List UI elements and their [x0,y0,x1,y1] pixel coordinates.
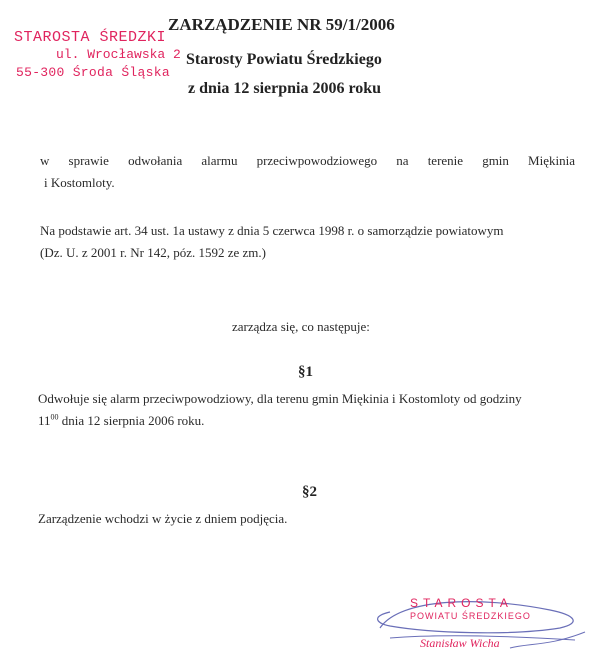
section-1-heading: §1 [298,364,313,380]
subject-paragraph [40,150,575,194]
section-1-hour: 11 [38,413,51,428]
subject-word: terenie [427,153,464,168]
section-1-paragraph [38,388,578,432]
section-2-paragraph: Zarządzenie wchodzi w życie z dniem podjęcia. [38,511,288,526]
document-issuer: Starosty Powiatu Średzkiego [186,51,382,68]
subject-word: Miękinia [528,153,575,168]
section-1-hour-minutes: 00 [50,412,59,422]
subject-word: sprawie [68,153,109,168]
legal-basis-line-2: (Dz. U. z 2001 r. Nr 142, póz. 1592 ze zm.) [40,245,266,260]
section-1-line-1: Odwołuje się alarm przeciwpowodziowy, dla terenu gmin Miękinia i Kostomloty od godziny [38,391,522,406]
subject-line-2: i Kostomloty. [44,175,115,190]
orders-line: zarządza się, co następuje: [232,319,370,334]
subject-word: na [396,153,409,168]
subject-word: w [40,153,50,168]
signature-name: Stanisław Wicha [420,636,500,650]
signature-title: STAROSTA [410,596,513,610]
subject-word: przeciwpowodziowego [256,153,378,168]
section-1-line-2 [38,410,578,432]
legal-basis-paragraph [40,220,580,264]
subject-word: odwołania [128,153,183,168]
legal-basis-line-1: Na podstawie art. 34 ust. 1a ustawy z dnia 5 czerwca 1998 r. o samorządzie powiatowym [40,223,504,238]
section-2-heading: §2 [302,484,317,500]
subject-line-1 [40,150,575,172]
subject-word: alarmu [201,153,238,168]
document-date: z dnia 12 sierpnia 2006 roku [188,80,382,97]
stamp-city: 55-300 Środa Śląska [16,65,170,80]
section-1-date: dnia 12 sierpnia 2006 roku. [58,413,205,428]
document-title: ZARZĄDZENIE NR 59/1/2006 [168,15,395,34]
signature-office: POWIATU ŚREDZKIEGO [410,611,531,621]
stamp-street: ul. Wrocławska 2 [56,47,181,62]
stamp-office-name: STAROSTA ŚREDZKI [14,29,167,46]
subject-word: gmin [482,153,509,168]
